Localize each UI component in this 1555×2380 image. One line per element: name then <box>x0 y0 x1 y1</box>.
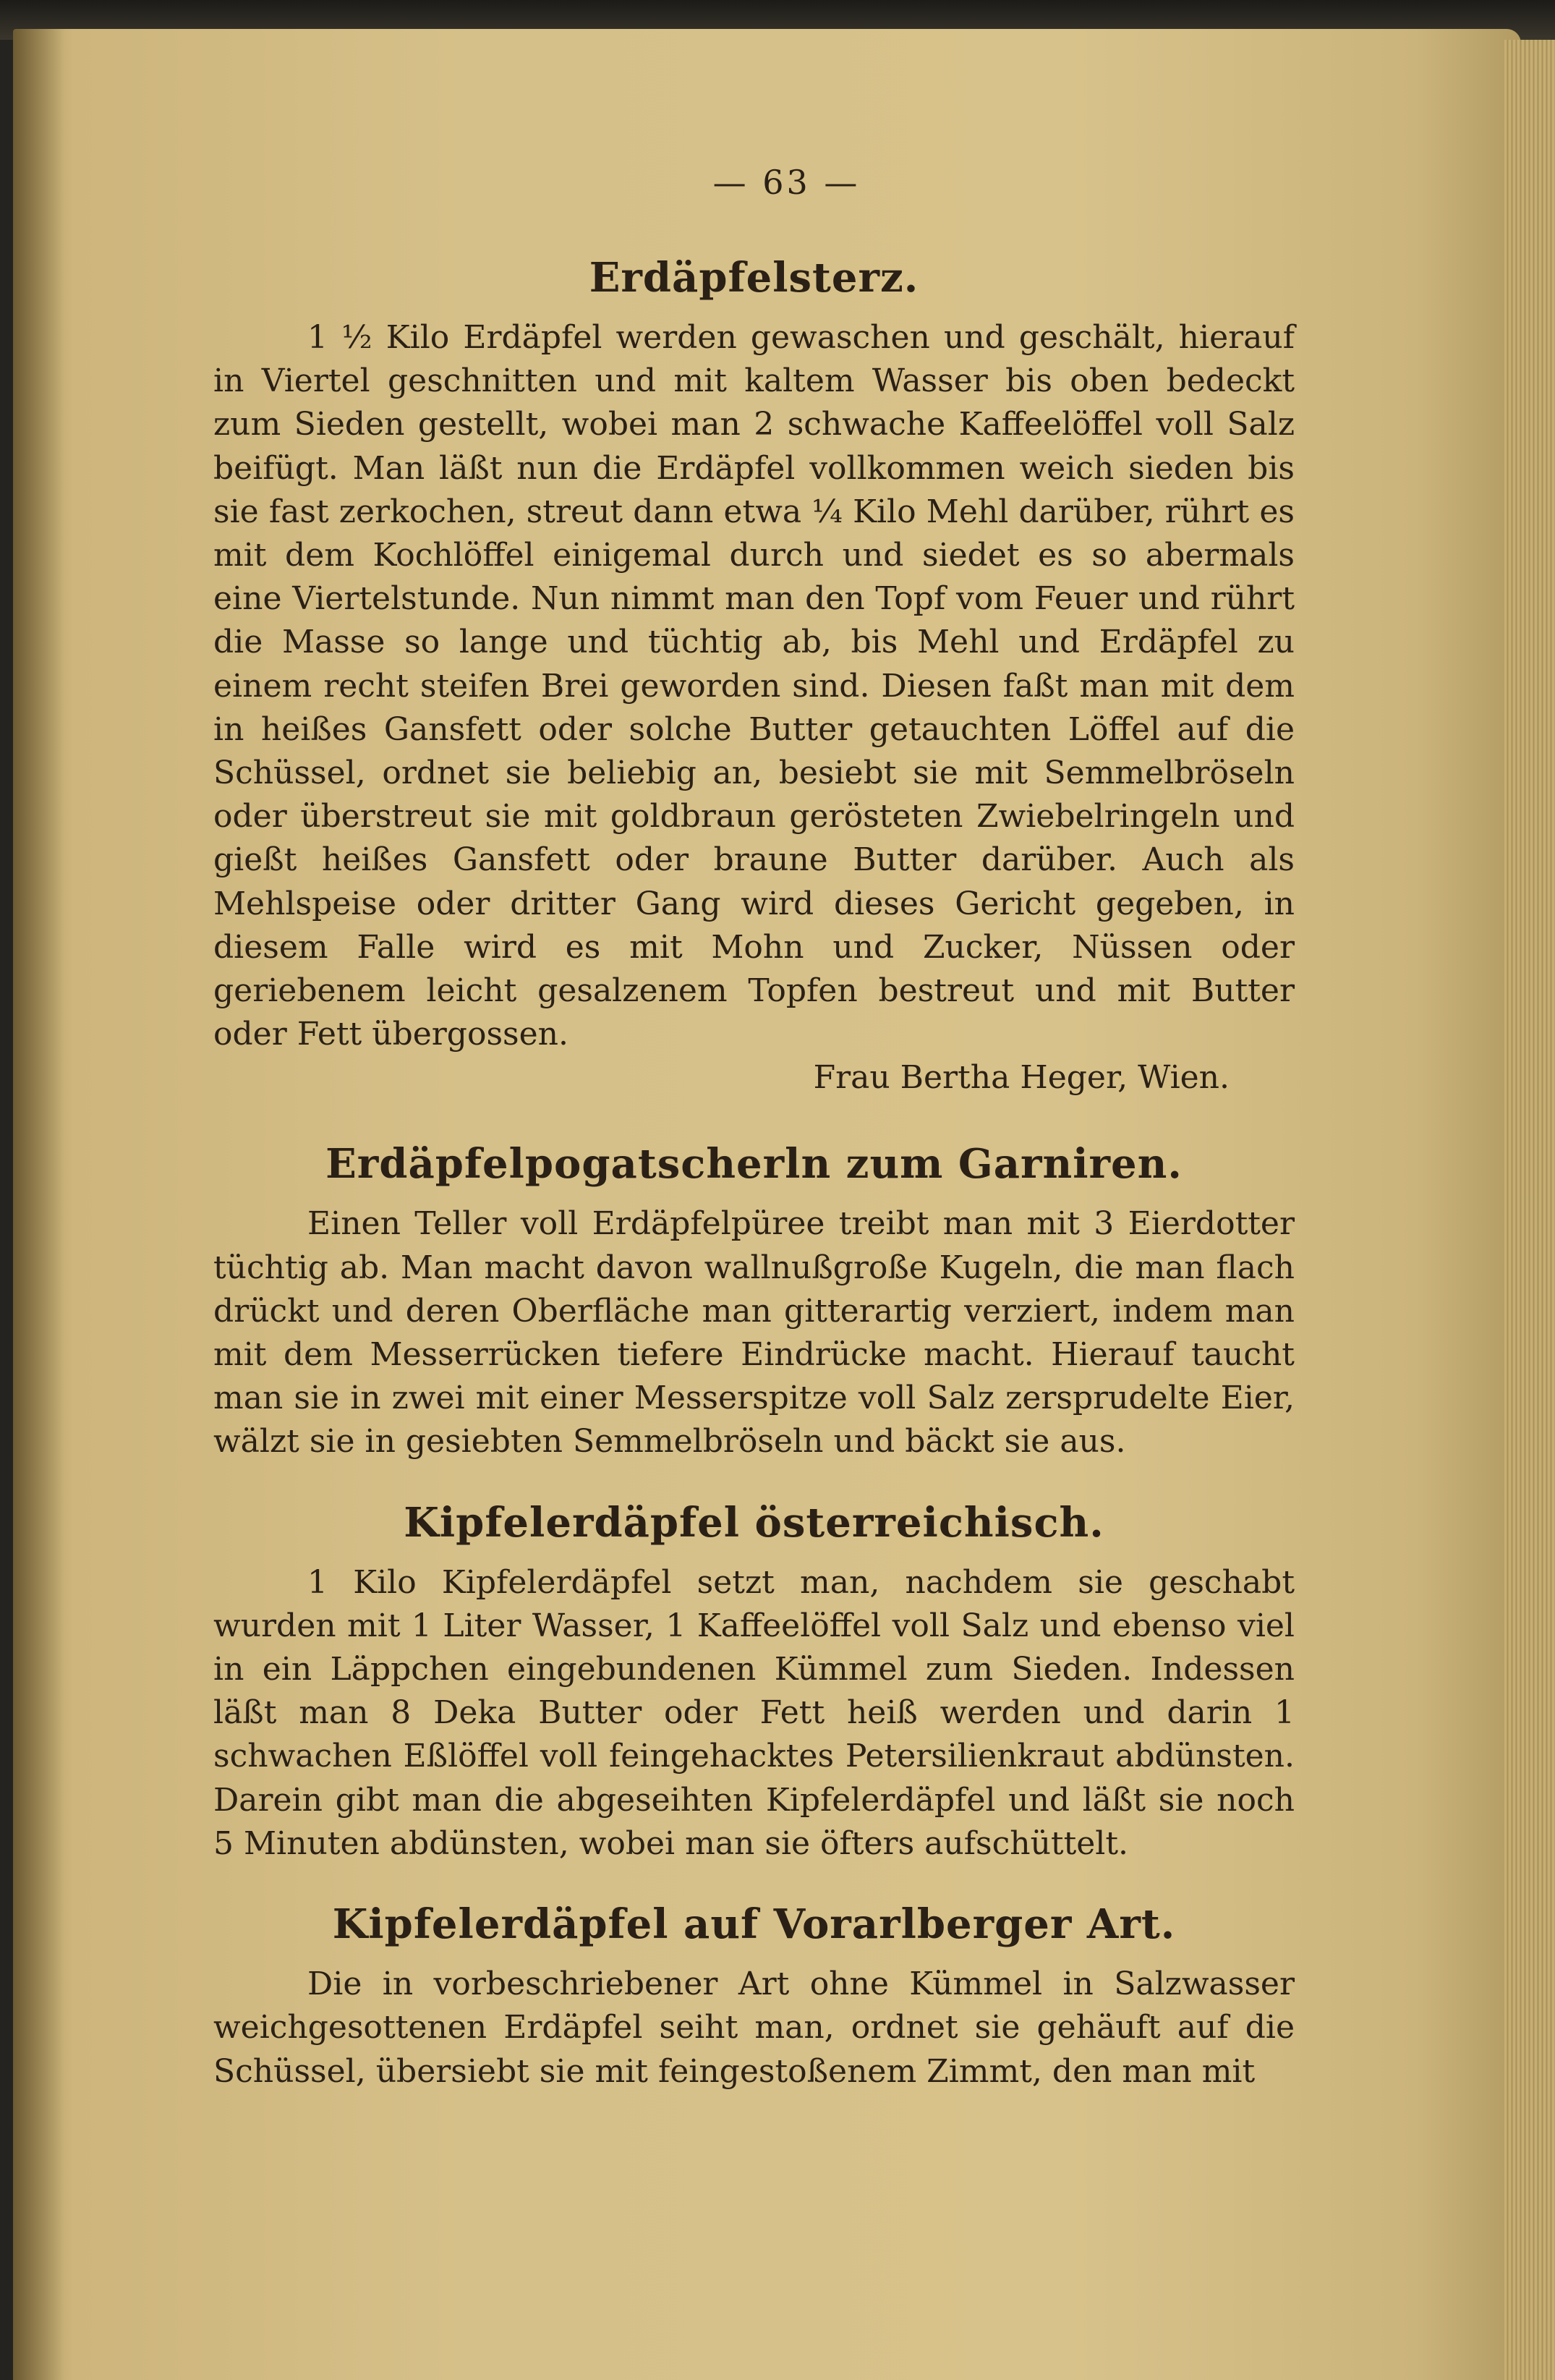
recipe-section <box>213 254 1295 1100</box>
recipe-title: Kipfelerdäpfel österreichisch. <box>404 1498 1104 1547</box>
recipe-paragraph: Die in vorbeschriebener Art ohne Kümmel in Salzwasser weichgesottenen Erdäpfel seiht man, ordnet sie gehäuft auf die Schüssel, übersiebt sie mit feingestoßenem Zimmt, den man mit <box>213 1965 1295 2090</box>
recipe-paragraph: 1 Kilo Kipfelerdäpfel setzt man, nachdem sie geschabt wurden mit 1 Liter Wasser, 1 Kaffeelöffel voll Salz und ebenso viel in ein Läppchen eingebundenen Kümmel zum Sieden. Indessen läßt man 8 Deka Butter oder Fett heiß werden und darin 1 schwachen Eßlöffel voll feingehacktes Petersilienkraut abdünsten. Darein gibt man die abgeseihten Kipfelerdäpfel und läßt sie noch 5 Minuten abdünsten, wobei man sie öfters aufschüttelt. <box>213 1563 1295 1862</box>
recipe-paragraph: 1 ½ Kilo Erdäpfel werden gewaschen und geschält, hierauf in Viertel geschnitten und mit kaltem Wasser bis oben bedeckt zum Sieden gestellt, wobei man 2 schwache Kaffeelöffel voll Salz beifügt. Man läßt nun die Erdäpfel vollkommen weich sieden bis sie fast zerkochen, streut dann etwa ¼ Kilo Mehl darüber, rührt es mit dem Kochlöffel einigemal durch und siedet es so abermals eine Viertelstunde. Nun nimmt man den Topf vom Feuer und rührt die Masse so lange und tüchtig ab, bis Mehl und Erdäpfel zu einem recht steifen Brei geworden sind. Diesen faßt man mit dem in heißes Gansfett oder solche Butter getauchten Löffel auf die Schüssel, ordnet sie beliebig an, besiebt sie mit Semmelbröseln oder überstreut sie mit goldbraun gerösteten Zwiebelringeln und gießt heißes Gansfett oder braune Butter darüber. Auch als Mehlspeise oder dritter Gang wird dieses Gericht gegeben, in diesem Falle wird es mit Mohn und Zucker, Nüssen oder geriebenem leicht gesalzenem Topfen bestreut und mit Butter oder Fett übergossen. <box>213 319 1295 1053</box>
recipe-title: Kipfelerdäpfel auf Vorarlberger Art. <box>332 1900 1176 1949</box>
page-fore-edges <box>1504 40 1555 2380</box>
recipe-title: Erdäpfelsterz. <box>589 254 919 302</box>
recipe-title: Erdäpfelpogatscherln zum Garniren. <box>325 1140 1183 1189</box>
recipe-section <box>213 1140 1295 1498</box>
recipe-section <box>213 1900 1295 2094</box>
page-number: — 63 — <box>712 163 861 202</box>
page-gutter-shadow <box>13 29 64 2380</box>
recipe-section <box>213 1499 1295 1900</box>
page-text-block <box>213 163 1295 2094</box>
recipe-paragraph: Einen Teller voll Erdäpfelpüree treibt man mit 3 Eierdotter tüchtig ab. Man macht davon wallnußgroße Kugeln, die man flach drückt und deren Oberfläche man gitterartig verziert, indem man mit dem Messerrücken tiefere Eindrücke macht. Hierauf taucht man sie in zwei mit einer Messerspitze voll Salz zersprudelte Eier, wälzt sie in gesiebten Semmelbröseln und bäckt sie aus. <box>213 1205 1295 1461</box>
recipe-signature: Frau Bertha Heger, Wien. <box>813 1059 1230 1097</box>
